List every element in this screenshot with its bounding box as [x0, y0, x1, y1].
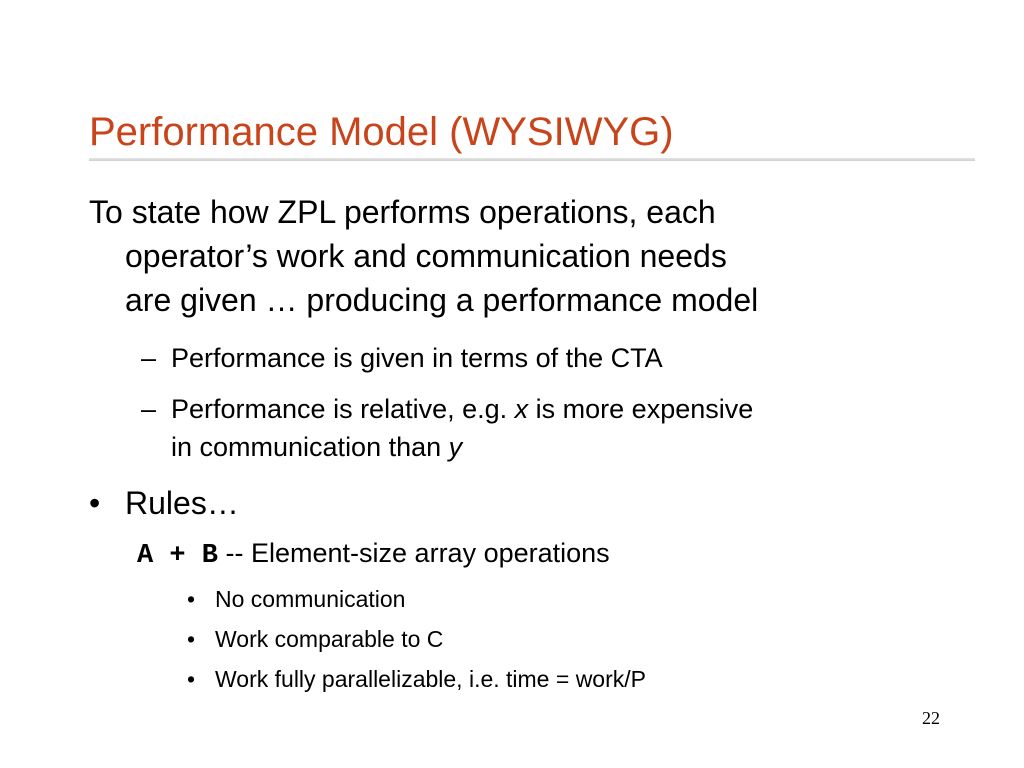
- dash-item-text: Performance is given in terms of the CTA: [171, 343, 663, 373]
- dash-marker: –: [141, 394, 157, 424]
- rules-label: Rules…: [125, 485, 239, 521]
- dash-item-line2-text: in communication than: [171, 432, 449, 462]
- intro-line-3: are given … producing a performance model: [125, 282, 759, 318]
- sub-bullet-no-communication: [187, 583, 405, 615]
- code-example: [137, 533, 610, 576]
- sub-bullet-work-comparable: [187, 623, 443, 655]
- dash-item-relative: [141, 390, 753, 466]
- bullet-marker: •: [187, 626, 196, 652]
- sub-bullet-text: No communication: [215, 586, 406, 612]
- intro-paragraph: [89, 190, 949, 322]
- slide-title: Performance Model (WYSIWYG): [89, 110, 674, 154]
- rules-bullet: [89, 481, 239, 525]
- page-number: 22: [922, 708, 940, 728]
- sub-bullet-text: Work fully parallelizable, i.e. time = work/P: [215, 666, 646, 692]
- code-description: -- Element-size array operations: [218, 538, 610, 568]
- sub-bullet-text: Work comparable to C: [215, 626, 444, 652]
- intro-line-1: To state how ZPL performs operations, each: [89, 194, 716, 230]
- code-expression: A + B: [137, 541, 219, 571]
- intro-line-2: operator’s work and communication needs: [125, 238, 727, 274]
- dash-item-cta: [141, 339, 663, 377]
- bullet-marker: •: [187, 666, 196, 692]
- dash-marker: –: [141, 343, 157, 373]
- variable-x: x: [514, 394, 529, 424]
- variable-y: y: [448, 432, 463, 462]
- bullet-marker: •: [89, 485, 101, 521]
- dash-item-text-before: Performance is relative, e.g.: [171, 394, 515, 424]
- title-divider: [89, 158, 975, 161]
- bullet-marker: •: [187, 586, 196, 612]
- sub-bullet-parallelizable: [187, 663, 646, 695]
- dash-item-text-middle: is more expensive: [528, 394, 754, 424]
